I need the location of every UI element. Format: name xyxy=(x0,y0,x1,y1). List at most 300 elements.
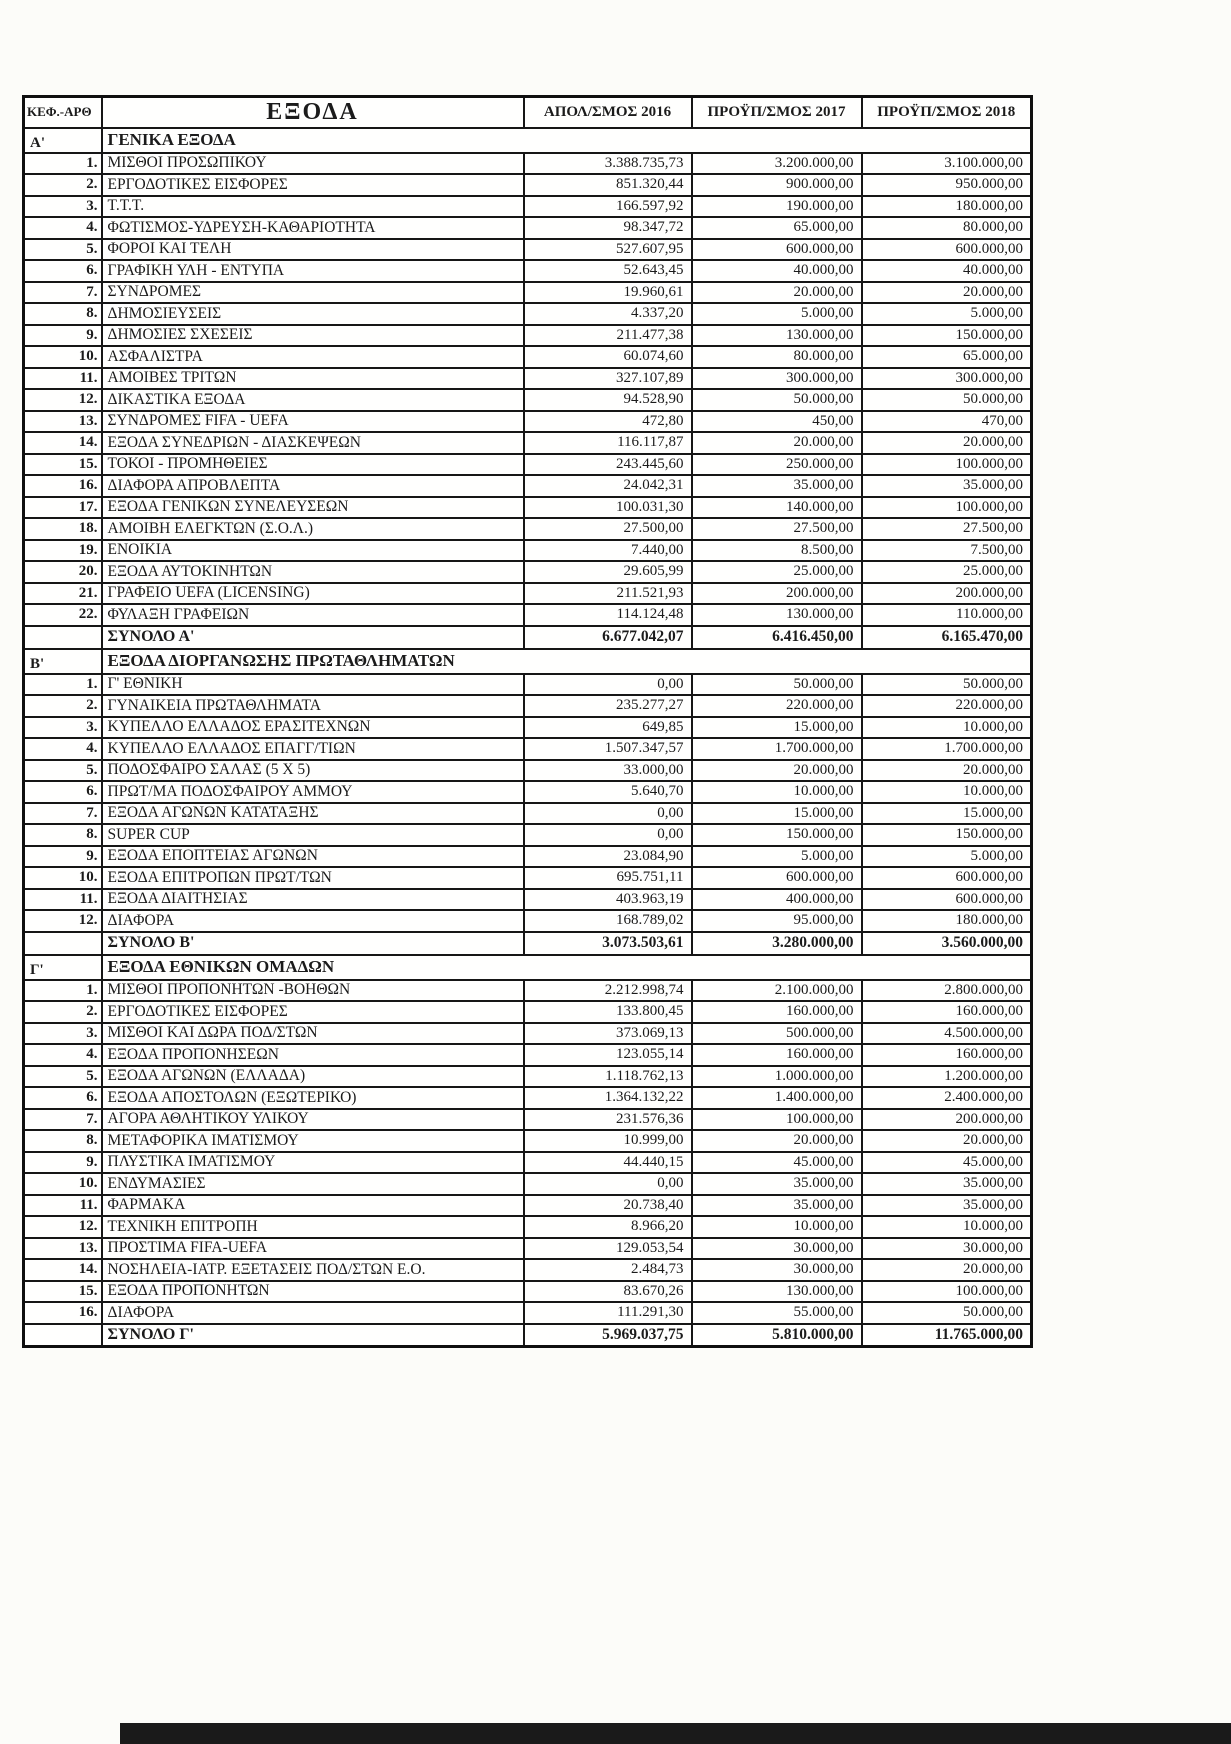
value-2016: 19.960,61 xyxy=(524,282,692,304)
table-row xyxy=(24,1109,1032,1131)
value-2016: 116.117,87 xyxy=(524,432,692,454)
row-number: 18. xyxy=(24,518,102,540)
value-2018: 600.000,00 xyxy=(862,239,1032,261)
scan-artifact-bar xyxy=(120,1723,1231,1744)
expense-label: ΝΟΣΗΛΕΙΑ-ΙΑΤΡ. ΕΞΕΤΑΣΕΙΣ ΠΟΔ/ΣΤΩΝ Ε.Ο. xyxy=(102,1259,524,1281)
row-number: 3. xyxy=(24,1023,102,1045)
total-empty-cell xyxy=(24,1324,102,1347)
value-2018: 7.500,00 xyxy=(862,540,1032,562)
table-header xyxy=(24,97,1032,128)
row-number: 20. xyxy=(24,561,102,583)
value-2016: 472,80 xyxy=(524,411,692,433)
expense-label: ΓΡΑΦΙΚΗ ΥΛΗ - ΕΝΤΥΠΑ xyxy=(102,260,524,282)
table-row xyxy=(24,153,1032,175)
value-2016: 100.031,30 xyxy=(524,497,692,519)
value-2017: 450,00 xyxy=(692,411,862,433)
value-2017: 400.000,00 xyxy=(692,889,862,911)
total-label: ΣΥΝΟΛΟ Β' xyxy=(102,932,524,955)
row-number: 9. xyxy=(24,846,102,868)
row-number: 6. xyxy=(24,1087,102,1109)
expense-label: ΠΡΟΣΤΙΜΑ FIFA-UEFA xyxy=(102,1238,524,1260)
total-2016: 3.073.503,61 xyxy=(524,932,692,955)
value-2017: 65.000,00 xyxy=(692,217,862,239)
expense-label: Τ.Τ.Τ. xyxy=(102,196,524,218)
row-number: 7. xyxy=(24,282,102,304)
expense-label: ΠΡΩΤ/ΜΑ ΠΟΔΟΣΦΑΙΡΟΥ ΑΜΜΟΥ xyxy=(102,781,524,803)
row-number: 19. xyxy=(24,540,102,562)
value-2016: 373.069,13 xyxy=(524,1023,692,1045)
expense-label: ΠΛΥΣΤΙΚΑ ΙΜΑΤΙΣΜΟΥ xyxy=(102,1152,524,1174)
value-2016: 695.751,11 xyxy=(524,867,692,889)
row-number: 9. xyxy=(24,1152,102,1174)
table-row xyxy=(24,411,1032,433)
value-2018: 25.000,00 xyxy=(862,561,1032,583)
total-2017: 3.280.000,00 xyxy=(692,932,862,955)
value-2018: 45.000,00 xyxy=(862,1152,1032,1174)
value-2017: 15.000,00 xyxy=(692,803,862,825)
expense-label: ΑΣΦΑΛΙΣΤΡΑ xyxy=(102,346,524,368)
budget-table xyxy=(22,95,1033,1348)
value-2016: 0,00 xyxy=(524,674,692,696)
value-2016: 3.388.735,73 xyxy=(524,153,692,175)
value-2017: 190.000,00 xyxy=(692,196,862,218)
value-2016: 231.576,36 xyxy=(524,1109,692,1131)
expense-label: ΚΥΠΕΛΛΟ ΕΛΛΑΔΟΣ ΕΠΑΓΓ/ΤΙΩΝ xyxy=(102,738,524,760)
row-number: 1. xyxy=(24,153,102,175)
expense-label: ΕΞΟΔΑ ΑΓΩΝΩΝ (ΕΛΛΑΔΑ) xyxy=(102,1066,524,1088)
value-2018: 20.000,00 xyxy=(862,432,1032,454)
value-2017: 20.000,00 xyxy=(692,760,862,782)
expense-label: ΑΜΟΙΒΕΣ ΤΡΙΤΩΝ xyxy=(102,368,524,390)
value-2016: 235.277,27 xyxy=(524,695,692,717)
table-row xyxy=(24,695,1032,717)
total-2016: 6.677.042,07 xyxy=(524,626,692,649)
value-2018: 5.000,00 xyxy=(862,303,1032,325)
value-2017: 35.000,00 xyxy=(692,1173,862,1195)
expense-label: ΓΥΝΑΙΚΕΙΑ ΠΡΩΤΑΘΛΗΜΑΤΑ xyxy=(102,695,524,717)
value-2017: 150.000,00 xyxy=(692,824,862,846)
value-2016: 0,00 xyxy=(524,824,692,846)
row-number: 12. xyxy=(24,910,102,932)
value-2018: 30.000,00 xyxy=(862,1238,1032,1260)
value-2016: 1.507.347,57 xyxy=(524,738,692,760)
row-number: 13. xyxy=(24,1238,102,1260)
row-number: 16. xyxy=(24,1302,102,1324)
section-letter: Β' xyxy=(24,649,102,674)
table-body xyxy=(24,128,1032,1347)
value-2017: 30.000,00 xyxy=(692,1238,862,1260)
expense-label: ΔΗΜΟΣΙΕΣ ΣΧΕΣΕΙΣ xyxy=(102,325,524,347)
row-number: 15. xyxy=(24,1281,102,1303)
value-2016: 5.640,70 xyxy=(524,781,692,803)
row-number: 7. xyxy=(24,1109,102,1131)
value-2016: 0,00 xyxy=(524,803,692,825)
row-number: 8. xyxy=(24,1130,102,1152)
expense-label: ΕΞΟΔΑ ΕΠΙΤΡΟΠΩΝ ΠΡΩΤ/ΤΩΝ xyxy=(102,867,524,889)
value-2017: 55.000,00 xyxy=(692,1302,862,1324)
value-2017: 500.000,00 xyxy=(692,1023,862,1045)
row-number: 9. xyxy=(24,325,102,347)
table-row xyxy=(24,738,1032,760)
value-2018: 20.000,00 xyxy=(862,1259,1032,1281)
table-row xyxy=(24,475,1032,497)
value-2018: 35.000,00 xyxy=(862,475,1032,497)
value-2017: 200.000,00 xyxy=(692,583,862,605)
value-2017: 15.000,00 xyxy=(692,717,862,739)
value-2016: 851.320,44 xyxy=(524,174,692,196)
value-2016: 27.500,00 xyxy=(524,518,692,540)
row-number: 12. xyxy=(24,389,102,411)
table-row xyxy=(24,1152,1032,1174)
value-2016: 111.291,30 xyxy=(524,1302,692,1324)
section-total-row xyxy=(24,626,1032,649)
value-2018: 3.100.000,00 xyxy=(862,153,1032,175)
value-2017: 1.400.000,00 xyxy=(692,1087,862,1109)
table-row xyxy=(24,1066,1032,1088)
table-row xyxy=(24,239,1032,261)
table-row xyxy=(24,824,1032,846)
row-number: 14. xyxy=(24,432,102,454)
value-2016: 527.607,95 xyxy=(524,239,692,261)
section-total-row xyxy=(24,932,1032,955)
expense-label: ΦΩΤΙΣΜΟΣ-ΥΔΡΕΥΣΗ-ΚΑΘΑΡΙΟΤΗΤΑ xyxy=(102,217,524,239)
value-2016: 0,00 xyxy=(524,1173,692,1195)
table-row xyxy=(24,196,1032,218)
expense-label: ΠΟΔΟΣΦΑΙΡΟ ΣΑΛΑΣ (5 Χ 5) xyxy=(102,760,524,782)
row-number: 10. xyxy=(24,1173,102,1195)
expense-label: ΔΙΑΦΟΡΑ xyxy=(102,1302,524,1324)
row-number: 4. xyxy=(24,738,102,760)
value-2018: 220.000,00 xyxy=(862,695,1032,717)
table-row xyxy=(24,260,1032,282)
table-row xyxy=(24,518,1032,540)
table-row xyxy=(24,1238,1032,1260)
value-2017: 10.000,00 xyxy=(692,781,862,803)
value-2016: 123.055,14 xyxy=(524,1044,692,1066)
row-number: 5. xyxy=(24,760,102,782)
row-number: 2. xyxy=(24,1001,102,1023)
expense-label: ΔΙΑΦΟΡΑ ΑΠΡΟΒΛΕΠΤΑ xyxy=(102,475,524,497)
table-row xyxy=(24,846,1032,868)
value-2017: 3.200.000,00 xyxy=(692,153,862,175)
value-2016: 166.597,92 xyxy=(524,196,692,218)
value-2016: 98.347,72 xyxy=(524,217,692,239)
value-2018: 50.000,00 xyxy=(862,1302,1032,1324)
value-2018: 100.000,00 xyxy=(862,454,1032,476)
value-2018: 4.500.000,00 xyxy=(862,1023,1032,1045)
value-2018: 160.000,00 xyxy=(862,1001,1032,1023)
table-row xyxy=(24,389,1032,411)
value-2017: 900.000,00 xyxy=(692,174,862,196)
expense-label: ΕΞΟΔΑ ΑΓΩΝΩΝ ΚΑΤΑΤΑΞΗΣ xyxy=(102,803,524,825)
value-2016: 243.445,60 xyxy=(524,454,692,476)
row-number: 12. xyxy=(24,1216,102,1238)
value-2018: 50.000,00 xyxy=(862,674,1032,696)
expense-label: ΕΡΓΟΔΟΤΙΚΕΣ ΕΙΣΦΟΡΕΣ xyxy=(102,174,524,196)
header-row xyxy=(24,97,1032,128)
expense-label: ΦΑΡΜΑΚΑ xyxy=(102,1195,524,1217)
row-number: 11. xyxy=(24,889,102,911)
section-letter: Γ' xyxy=(24,955,102,980)
value-2016: 94.528,90 xyxy=(524,389,692,411)
row-number: 11. xyxy=(24,1195,102,1217)
table-row xyxy=(24,1259,1032,1281)
value-2016: 1.118.762,13 xyxy=(524,1066,692,1088)
value-2018: 1.200.000,00 xyxy=(862,1066,1032,1088)
expense-label: ΕΞΟΔΑ ΓΕΝΙΚΩΝ ΣΥΝΕΛΕΥΣΕΩΝ xyxy=(102,497,524,519)
value-2017: 35.000,00 xyxy=(692,475,862,497)
expense-label: ΕΞΟΔΑ ΣΥΝΕΔΡΙΩΝ - ΔΙΑΣΚΕΨΕΩΝ xyxy=(102,432,524,454)
value-2016: 168.789,02 xyxy=(524,910,692,932)
header-budget-2018: ΠΡΟΫΠ/ΣΜΟΣ 2018 xyxy=(862,97,1032,128)
section-header-row xyxy=(24,128,1032,153)
table-row xyxy=(24,174,1032,196)
value-2018: 100.000,00 xyxy=(862,1281,1032,1303)
row-number: 5. xyxy=(24,1066,102,1088)
value-2017: 1.700.000,00 xyxy=(692,738,862,760)
row-number: 6. xyxy=(24,781,102,803)
value-2017: 600.000,00 xyxy=(692,867,862,889)
value-2018: 180.000,00 xyxy=(862,910,1032,932)
row-number: 16. xyxy=(24,475,102,497)
row-number: 4. xyxy=(24,1044,102,1066)
table-row xyxy=(24,368,1032,390)
value-2017: 95.000,00 xyxy=(692,910,862,932)
expense-label: ΤΟΚΟΙ - ΠΡΟΜΗΘΕΙΕΣ xyxy=(102,454,524,476)
value-2016: 33.000,00 xyxy=(524,760,692,782)
value-2016: 133.800,45 xyxy=(524,1001,692,1023)
value-2017: 10.000,00 xyxy=(692,1216,862,1238)
table-row xyxy=(24,497,1032,519)
row-number: 2. xyxy=(24,174,102,196)
value-2018: 200.000,00 xyxy=(862,1109,1032,1131)
table-row xyxy=(24,325,1032,347)
expense-label: ΣΥΝΔΡΟΜΕΣ xyxy=(102,282,524,304)
row-number: 1. xyxy=(24,980,102,1002)
value-2016: 29.605,99 xyxy=(524,561,692,583)
value-2018: 160.000,00 xyxy=(862,1044,1032,1066)
total-2016: 5.969.037,75 xyxy=(524,1324,692,1347)
table-row xyxy=(24,303,1032,325)
expense-label: ΕΝΟΙΚΙΑ xyxy=(102,540,524,562)
table-row xyxy=(24,889,1032,911)
value-2018: 27.500,00 xyxy=(862,518,1032,540)
table-row xyxy=(24,781,1032,803)
value-2017: 160.000,00 xyxy=(692,1044,862,1066)
value-2017: 40.000,00 xyxy=(692,260,862,282)
value-2018: 65.000,00 xyxy=(862,346,1032,368)
value-2018: 600.000,00 xyxy=(862,889,1032,911)
row-number: 13. xyxy=(24,411,102,433)
table-row xyxy=(24,540,1032,562)
value-2016: 44.440,15 xyxy=(524,1152,692,1174)
section-header-row xyxy=(24,955,1032,980)
value-2016: 23.084,90 xyxy=(524,846,692,868)
value-2016: 7.440,00 xyxy=(524,540,692,562)
value-2018: 100.000,00 xyxy=(862,497,1032,519)
expense-label: ΕΞΟΔΑ ΑΥΤΟΚΙΝΗΤΩΝ xyxy=(102,561,524,583)
table-row xyxy=(24,1044,1032,1066)
value-2017: 100.000,00 xyxy=(692,1109,862,1131)
value-2017: 220.000,00 xyxy=(692,695,862,717)
expense-label: ΕΡΓΟΔΟΤΙΚΕΣ ΕΙΣΦΟΡΕΣ xyxy=(102,1001,524,1023)
expense-label: ΦΥΛΑΞΗ ΓΡΑΦΕΙΩΝ xyxy=(102,604,524,626)
expense-label: ΑΜΟΙΒΗ ΕΛΕΓΚΤΩΝ (Σ.Ο.Λ.) xyxy=(102,518,524,540)
value-2018: 35.000,00 xyxy=(862,1173,1032,1195)
header-chapter-article: ΚΕΦ.-ΑΡΘ xyxy=(24,97,102,128)
table-row xyxy=(24,674,1032,696)
section-title: ΓΕΝΙΚΑ ΕΞΟΔΑ xyxy=(102,128,1032,153)
value-2017: 5.000,00 xyxy=(692,303,862,325)
row-number: 10. xyxy=(24,346,102,368)
value-2018: 10.000,00 xyxy=(862,781,1032,803)
section-total-row xyxy=(24,1324,1032,1347)
value-2017: 1.000.000,00 xyxy=(692,1066,862,1088)
value-2017: 5.000,00 xyxy=(692,846,862,868)
table-row xyxy=(24,717,1032,739)
table-row xyxy=(24,583,1032,605)
table-row xyxy=(24,803,1032,825)
expense-label: ΑΓΟΡΑ ΑΘΛΗΤΙΚΟΥ ΥΛΙΚΟΥ xyxy=(102,1109,524,1131)
total-empty-cell xyxy=(24,932,102,955)
value-2018: 10.000,00 xyxy=(862,717,1032,739)
value-2016: 1.364.132,22 xyxy=(524,1087,692,1109)
table-row xyxy=(24,1281,1032,1303)
table-row xyxy=(24,1001,1032,1023)
expense-label: ΕΞΟΔΑ ΠΡΟΠΟΝΗΤΩΝ xyxy=(102,1281,524,1303)
value-2018: 470,00 xyxy=(862,411,1032,433)
table-row xyxy=(24,454,1032,476)
total-2017: 5.810.000,00 xyxy=(692,1324,862,1347)
row-number: 22. xyxy=(24,604,102,626)
value-2017: 130.000,00 xyxy=(692,604,862,626)
table-row xyxy=(24,980,1032,1002)
value-2018: 200.000,00 xyxy=(862,583,1032,605)
value-2018: 2.800.000,00 xyxy=(862,980,1032,1002)
table-row xyxy=(24,432,1032,454)
value-2016: 10.999,00 xyxy=(524,1130,692,1152)
total-label: ΣΥΝΟΛΟ Α' xyxy=(102,626,524,649)
total-label: ΣΥΝΟΛΟ Γ' xyxy=(102,1324,524,1347)
expense-label: ΓΡΑΦΕΙΟ UEFA (LICENSING) xyxy=(102,583,524,605)
value-2017: 20.000,00 xyxy=(692,432,862,454)
value-2017: 160.000,00 xyxy=(692,1001,862,1023)
value-2016: 2.212.998,74 xyxy=(524,980,692,1002)
value-2018: 2.400.000,00 xyxy=(862,1087,1032,1109)
value-2018: 950.000,00 xyxy=(862,174,1032,196)
table-row xyxy=(24,1216,1032,1238)
value-2016: 114.124,48 xyxy=(524,604,692,626)
value-2017: 250.000,00 xyxy=(692,454,862,476)
row-number: 4. xyxy=(24,217,102,239)
expense-label: ΕΞΟΔΑ ΑΠΟΣΤΟΛΩΝ (ΕΞΩΤΕΡΙΚΟ) xyxy=(102,1087,524,1109)
expense-label: ΕΝΔΥΜΑΣΙΕΣ xyxy=(102,1173,524,1195)
table-row xyxy=(24,1173,1032,1195)
total-2018: 11.765.000,00 xyxy=(862,1324,1032,1347)
value-2018: 5.000,00 xyxy=(862,846,1032,868)
value-2018: 20.000,00 xyxy=(862,282,1032,304)
value-2017: 20.000,00 xyxy=(692,1130,862,1152)
expense-label: ΣΥΝΔΡΟΜΕΣ FIFA - UEFA xyxy=(102,411,524,433)
table-row xyxy=(24,760,1032,782)
value-2017: 300.000,00 xyxy=(692,368,862,390)
expense-label: ΜΙΣΘΟΙ ΠΡΟΣΩΠΙΚΟΥ xyxy=(102,153,524,175)
value-2017: 25.000,00 xyxy=(692,561,862,583)
expense-label: ΕΞΟΔΑ ΠΡΟΠΟΝΗΣΕΩΝ xyxy=(102,1044,524,1066)
section-title: ΕΞΟΔΑ ΔΙΟΡΓΑΝΩΣΗΣ ΠΡΩΤΑΘΛΗΜΑΤΩΝ xyxy=(102,649,1032,674)
value-2018: 110.000,00 xyxy=(862,604,1032,626)
value-2016: 83.670,26 xyxy=(524,1281,692,1303)
row-number: 3. xyxy=(24,717,102,739)
row-number: 21. xyxy=(24,583,102,605)
table-row xyxy=(24,282,1032,304)
value-2018: 10.000,00 xyxy=(862,1216,1032,1238)
value-2018: 35.000,00 xyxy=(862,1195,1032,1217)
value-2018: 180.000,00 xyxy=(862,196,1032,218)
table-row xyxy=(24,561,1032,583)
value-2016: 8.966,20 xyxy=(524,1216,692,1238)
value-2016: 2.484,73 xyxy=(524,1259,692,1281)
total-empty-cell xyxy=(24,626,102,649)
row-number: 17. xyxy=(24,497,102,519)
value-2018: 600.000,00 xyxy=(862,867,1032,889)
value-2017: 50.000,00 xyxy=(692,389,862,411)
value-2016: 24.042,31 xyxy=(524,475,692,497)
value-2017: 80.000,00 xyxy=(692,346,862,368)
value-2016: 649,85 xyxy=(524,717,692,739)
row-number: 8. xyxy=(24,824,102,846)
expense-label: ΔΗΜΟΣΙΕΥΣΕΙΣ xyxy=(102,303,524,325)
row-number: 3. xyxy=(24,196,102,218)
value-2017: 130.000,00 xyxy=(692,1281,862,1303)
header-budget-2017: ΠΡΟΫΠ/ΣΜΟΣ 2017 xyxy=(692,97,862,128)
value-2017: 35.000,00 xyxy=(692,1195,862,1217)
expense-label: SUPER CUP xyxy=(102,824,524,846)
table-row xyxy=(24,346,1032,368)
table-row xyxy=(24,910,1032,932)
value-2017: 130.000,00 xyxy=(692,325,862,347)
expense-label: Γ' ΕΘΝΙΚΗ xyxy=(102,674,524,696)
section-letter: Α' xyxy=(24,128,102,153)
row-number: 10. xyxy=(24,867,102,889)
value-2018: 80.000,00 xyxy=(862,217,1032,239)
row-number: 7. xyxy=(24,803,102,825)
value-2016: 4.337,20 xyxy=(524,303,692,325)
value-2016: 20.738,40 xyxy=(524,1195,692,1217)
expense-label: ΤΕΧΝΙΚΗ ΕΠΙΤΡΟΠΗ xyxy=(102,1216,524,1238)
value-2017: 600.000,00 xyxy=(692,239,862,261)
table-row xyxy=(24,867,1032,889)
table-row xyxy=(24,1087,1032,1109)
row-number: 6. xyxy=(24,260,102,282)
value-2016: 129.053,54 xyxy=(524,1238,692,1260)
expense-label: ΕΞΟΔΑ ΔΙΑΙΤΗΣΙΑΣ xyxy=(102,889,524,911)
value-2018: 1.700.000,00 xyxy=(862,738,1032,760)
value-2018: 150.000,00 xyxy=(862,824,1032,846)
row-number: 15. xyxy=(24,454,102,476)
row-number: 2. xyxy=(24,695,102,717)
row-number: 14. xyxy=(24,1259,102,1281)
header-expenses: ΕΞΟΔΑ xyxy=(102,97,524,128)
value-2018: 50.000,00 xyxy=(862,389,1032,411)
value-2018: 20.000,00 xyxy=(862,1130,1032,1152)
header-actual-2016: ΑΠΟΛ/ΣΜΟΣ 2016 xyxy=(524,97,692,128)
expense-label: ΔΙΚΑΣΤΙΚΑ ΕΞΟΔΑ xyxy=(102,389,524,411)
value-2017: 50.000,00 xyxy=(692,674,862,696)
expense-label: ΜΕΤΑΦΟΡΙΚΑ ΙΜΑΤΙΣΜΟΥ xyxy=(102,1130,524,1152)
value-2016: 60.074,60 xyxy=(524,346,692,368)
value-2018: 300.000,00 xyxy=(862,368,1032,390)
